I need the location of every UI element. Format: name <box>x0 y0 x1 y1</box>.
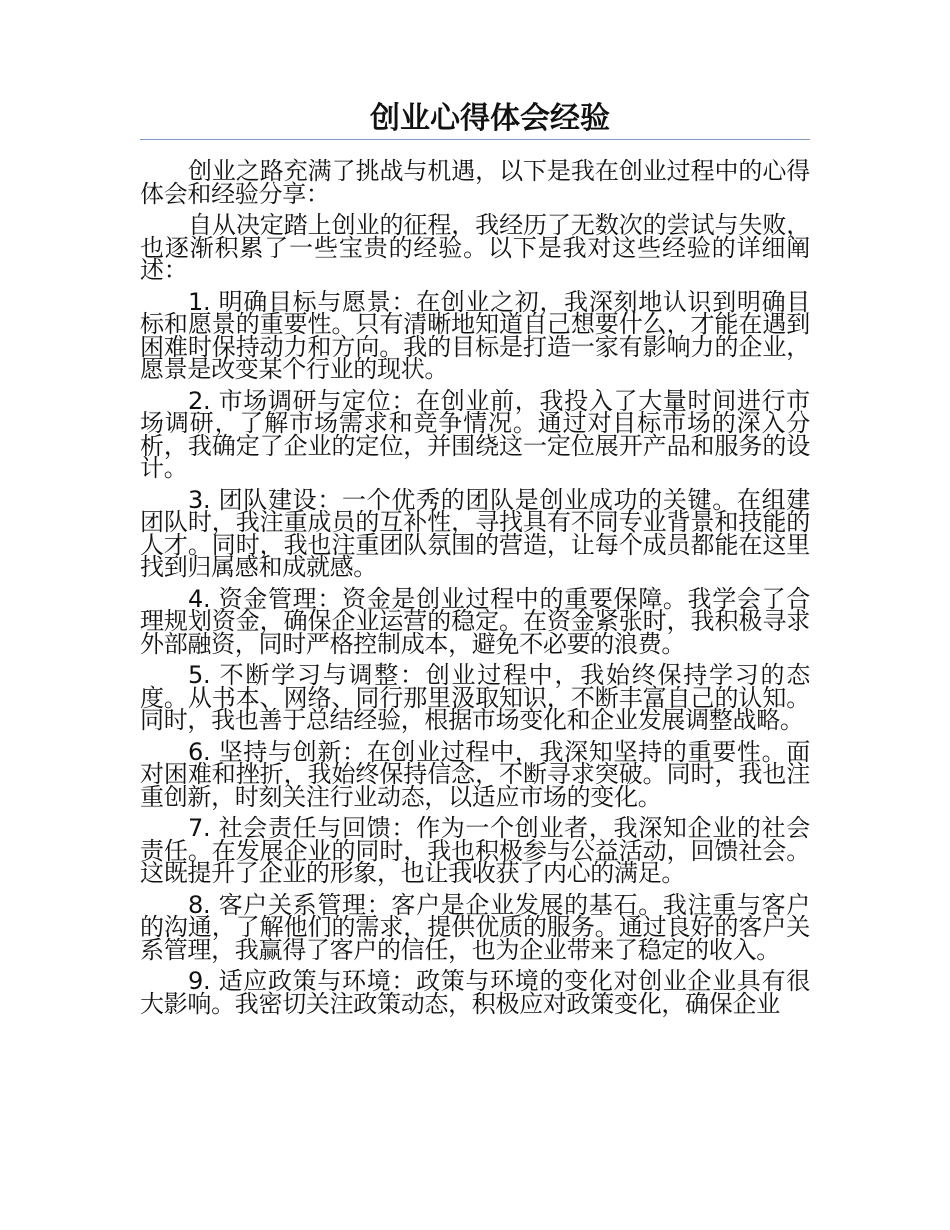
point-6-paragraph: 6. 坚持与创新：在创业过程中，我深知坚持的重要性。面对困难和挫折，我始终保持信念，不断寻求突破。同时，我也注重创新，时刻关注行业动态，以适应市场的变化。 <box>140 737 810 811</box>
intro-paragraph: 创业之路充满了挑战与机遇，以下是我在创业过程中的心得体会和经验分享： <box>140 157 810 208</box>
point-5-paragraph: 5. 不断学习与调整：创业过程中，我始终保持学习的态度。从书本、网络、同行那里汲取知识，不断丰富自己的认知。同时，我也善于总结经验，根据市场变化和企业发展调整战略。 <box>140 661 810 734</box>
point-9-paragraph: 9. 适应政策与环境：政策与环境的变化对创业企业具有很大影响。我密切关注政策动态，积极应对政策变化，确保企业 <box>140 967 810 1018</box>
page-title: 创业心得体会经验 <box>370 101 610 136</box>
point-4-paragraph: 4. 资金管理：资金是创业过程中的重要保障。我学会了合理规划资金，确保企业运营的稳定。在资金紧张时，我积极寻求外部融资，同时严格控制成本，避免不必要的浪费。 <box>140 584 810 658</box>
point-2-paragraph: 2. 市场调研与定位：在创业前，我投入了大量时间进行市场调研，了解市场需求和竞争情况。通过对目标市场的深入分析，我确定了企业的定位，并围绕这一定位展开产品和服务的设计。 <box>140 386 810 482</box>
point-1-paragraph: 1. 明确目标与愿景：在创业之初，我深刻地认识到明确目标和愿景的重要性。只有清晰地知道自己想要什么，才能在遇到困难时保持动力和方向。我的目标是打造一家有影响力的企业，愿景是改变某个行业的现状。 <box>140 287 810 383</box>
point-7-paragraph: 7. 社会责任与回馈：作为一个创业者，我深知企业的社会责任。在发展企业的同时，我也积极参与公益活动，回馈社会。这既提升了企业的形象，也让我收获了内心的满足。 <box>140 814 810 887</box>
point-3-paragraph: 3. 团队建设：一个优秀的团队是创业成功的关键。在组建团队时，我注重成员的互补性，寻找具有不同专业背景和技能的人才。同时，我也注重团队氛围的营造，让每个成员都能在这里找到归属感和成就感。 <box>140 485 810 581</box>
title-block <box>140 100 810 140</box>
point-8-paragraph: 8. 客户关系管理：客户是企业发展的基石。我注重与客户的沟通，了解他们的需求，提供优质的服务。通过良好的客户关系管理，我赢得了客户的信任，也为企业带来了稳定的收入。 <box>140 890 810 964</box>
overview-paragraph: 自从决定踏上创业的征程，我经历了无数次的尝试与失败，也逐渐积累了一些宝贵的经验。以下是我对这些经验的详细阐述： <box>140 211 810 284</box>
document-body <box>140 157 810 1024</box>
